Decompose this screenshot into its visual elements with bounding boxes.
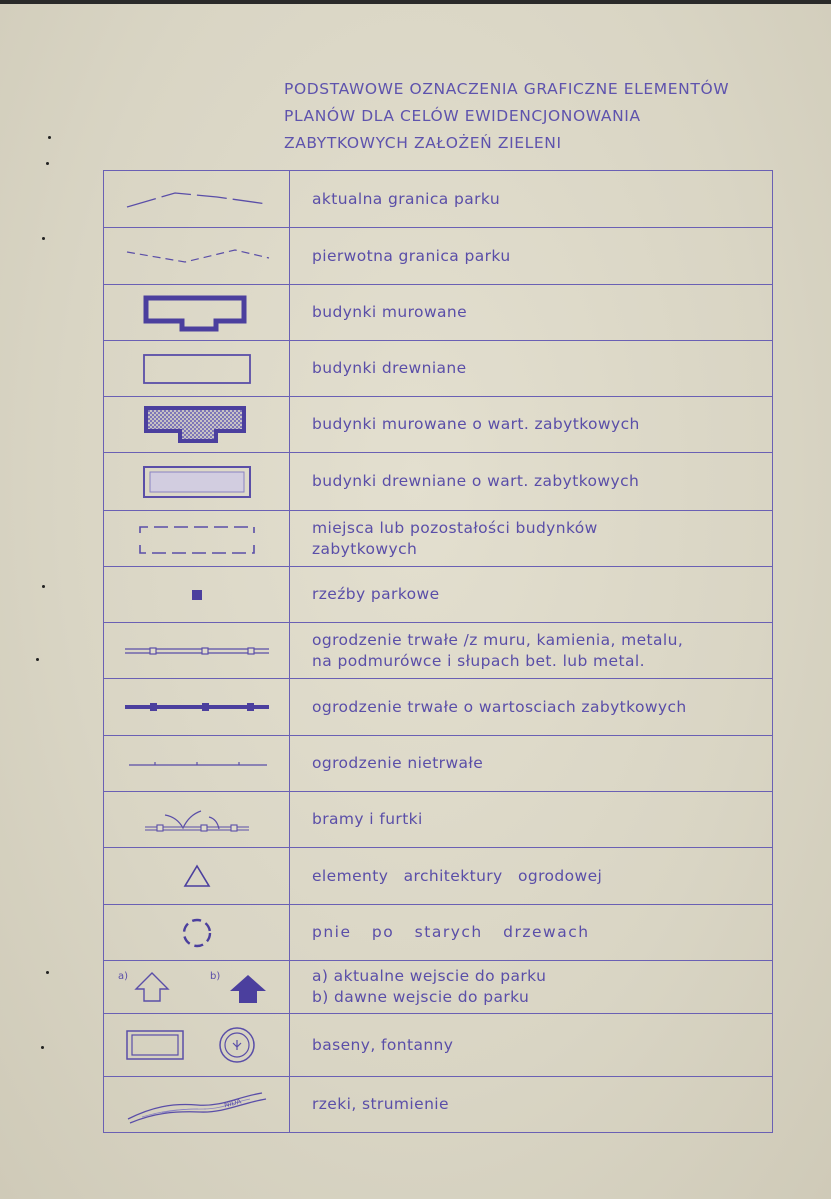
- legend-row: [104, 848, 773, 905]
- legend-description: rzeźby parkowe: [290, 567, 773, 623]
- sculpture-icon: [187, 585, 207, 605]
- symbol-cell: [104, 961, 290, 1014]
- scan-speck: [46, 162, 49, 165]
- wooden-building-icon: [137, 351, 257, 387]
- scan-edge: [0, 0, 831, 4]
- legend-description: pnie po starych drzewach: [290, 905, 773, 961]
- legend-description: ogrodzenie trwałe /z muru, kamienia, metalu, na podmurówce i słupach bet. lub metal.: [290, 623, 773, 679]
- legend-description: ogrodzenie nietrwałe: [290, 736, 773, 792]
- legend-row: [104, 679, 773, 736]
- legend-row: [104, 1077, 773, 1133]
- legend-description: miejsca lub pozostałości budynków zabytkowych: [290, 511, 773, 567]
- current-boundary-icon: [117, 187, 277, 211]
- temporary-fence-icon: [117, 756, 277, 772]
- entrance-label-a: a): [117, 971, 128, 982]
- pool-fountain-icon: [122, 1023, 272, 1067]
- legend-table: [103, 170, 773, 1133]
- scan-speck: [42, 585, 45, 588]
- legend-description: a) aktualne wejscie do parku b) dawne wejscie do parku: [290, 961, 773, 1014]
- title-line-2: PLANÓW DLA CELÓW EWIDENCJONOWANIA: [284, 107, 641, 125]
- symbol-cell: [104, 848, 290, 905]
- river-label: NIDA: [222, 1096, 242, 1109]
- legend-description: budynki murowane o wart. zabytkowych: [290, 397, 773, 453]
- building-remains-icon: [132, 519, 262, 559]
- historic-wooden-building-icon: [137, 463, 257, 501]
- masonry-building-icon: [137, 293, 257, 333]
- title-line-1: PODSTAWOWE OZNACZENIA GRAFICZNE ELEMENTÓW: [284, 80, 730, 98]
- entrance-arrows-icon: [112, 965, 282, 1009]
- legend-description: budynki drewniane: [290, 341, 773, 397]
- scan-speck: [46, 971, 49, 974]
- legend-description: aktualna granica parku: [290, 171, 773, 228]
- title-line-3: ZABYTKOWYCH ZAŁOŻEŃ ZIELENI: [284, 134, 562, 152]
- scan-speck: [48, 136, 51, 139]
- symbol-cell: [104, 1014, 290, 1077]
- scan-speck: [41, 1046, 44, 1049]
- legend-row: [104, 567, 773, 623]
- original-boundary-icon: [117, 244, 277, 268]
- legend-row: [104, 341, 773, 397]
- historic-masonry-building-icon: [137, 403, 257, 447]
- symbol-cell: [104, 453, 290, 511]
- legend-description: elementy architektury ogrodowej: [290, 848, 773, 905]
- symbol-cell: [104, 171, 290, 228]
- legend-row: [104, 961, 773, 1014]
- symbol-cell: [104, 736, 290, 792]
- legend-row: [104, 453, 773, 511]
- legend-row: [104, 171, 773, 228]
- scan-speck: [36, 658, 39, 661]
- legend-description: ogrodzenie trwałe o wartosciach zabytkowych: [290, 679, 773, 736]
- symbol-cell: [104, 567, 290, 623]
- entrance-label-b: b): [209, 971, 220, 982]
- triangle-icon: [182, 863, 212, 889]
- former-entrance-icon: [230, 975, 266, 1003]
- legend-description: budynki murowane: [290, 285, 773, 341]
- legend-row: [104, 511, 773, 567]
- symbol-cell: [104, 623, 290, 679]
- symbol-cell: [104, 341, 290, 397]
- legend-description: pierwotna granica parku: [290, 228, 773, 285]
- document-title: [284, 76, 814, 157]
- current-entrance-icon: [136, 973, 168, 1001]
- legend-row: [104, 736, 773, 792]
- legend-description: budynki drewniane o wart. zabytkowych: [290, 453, 773, 511]
- symbol-cell: [104, 511, 290, 567]
- river-icon: [122, 1085, 272, 1125]
- symbol-cell: [104, 679, 290, 736]
- symbol-cell: [104, 792, 290, 848]
- legend-row: [104, 623, 773, 679]
- legend-row: [104, 792, 773, 848]
- scan-speck: [42, 237, 45, 240]
- legend-description: baseny, fontanny: [290, 1014, 773, 1077]
- legend-row: [104, 905, 773, 961]
- symbol-cell: [104, 397, 290, 453]
- legend-row: [104, 228, 773, 285]
- legend-description: bramy i furtki: [290, 792, 773, 848]
- legend-row: [104, 397, 773, 453]
- gate-icon: [137, 803, 257, 837]
- legend-row: [104, 1014, 773, 1077]
- permanent-fence-icon: [117, 641, 277, 661]
- legend-row: [104, 285, 773, 341]
- legend-description: rzeki, strumienie: [290, 1077, 773, 1133]
- symbol-cell: [104, 285, 290, 341]
- historic-fence-icon: [117, 697, 277, 717]
- dashed-circle-icon: [179, 915, 215, 951]
- symbol-cell: [104, 1077, 290, 1133]
- symbol-cell: [104, 905, 290, 961]
- symbol-cell: [104, 228, 290, 285]
